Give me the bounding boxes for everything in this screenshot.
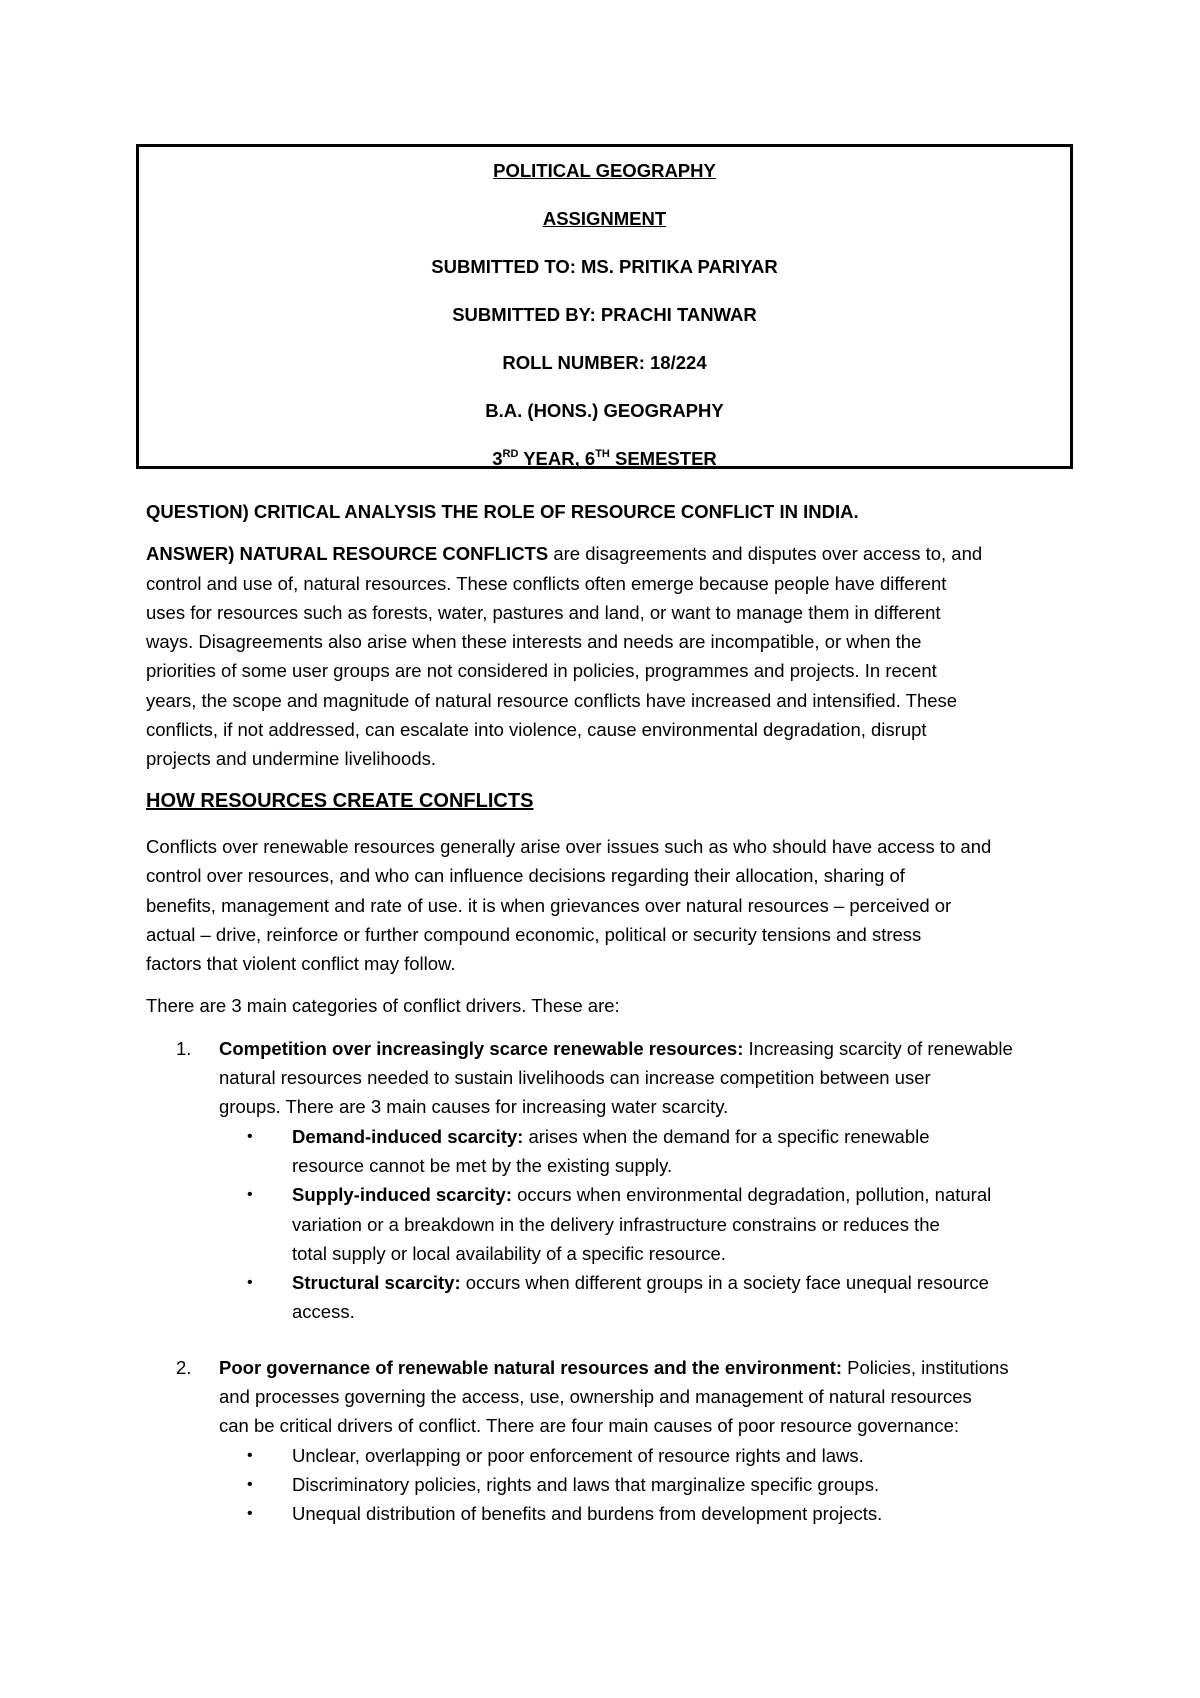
categories-intro: There are 3 main categories of conflict drivers. These are: (146, 995, 620, 1017)
list-item: 1. Competition over increasingly scarce renewable resources: Increasing scarcity of renewable natural resources needed to sustain livelihoods can increase competition between user groups. There are 3 main causes for increasing water scarcity. • Demand-induced scarcity: arises when the demand for a specific renewable resource cannot be met by the existing supply. • Supply-induced scarcity: occurs when environmental degradation, pollution, natural variation or a breakdown in the delivery infrastructure constrains or reduces the total supply or local availability of a specific resource. • Structural scarcity: occurs when different groups in a society face unequal resource access. (146, 1034, 1066, 1327)
sub-list (219, 1122, 1066, 1327)
sub-list (219, 1441, 1066, 1529)
sub-list-item: • Demand-induced scarcity: arises when the demand for a specific renewable resource cannot be met by the existing supply. (219, 1122, 1066, 1181)
body-content (146, 497, 1066, 1555)
question-heading: QUESTION) CRITICAL ANALYSIS THE ROLE OF RESOURCE CONFLICT IN INDIA. (146, 501, 859, 522)
bullet-icon: • (247, 1475, 253, 1493)
degree: B.A. (HONS.) GEOGRAPHY (485, 400, 724, 421)
course-title: POLITICAL GEOGRAPHY (493, 160, 716, 181)
bullet-icon: • (247, 1446, 253, 1464)
list-number: 1. (176, 1037, 192, 1059)
conflicts-paragraph: Conflicts over renewable resources generally arise over issues such as who should have access to and control over resources, and who can influence decisions regarding their allocation, sharing of benefits, management and rate of use. it is when grievances over natural resources – perceived or actual – drive, reinforce or further compound economic, political or security tensions and stress factors that violent conflict may follow. (146, 835, 992, 975)
bullet-icon: • (247, 1186, 253, 1204)
list-number: 2. (176, 1356, 192, 1378)
item-title: Competition over increasingly scarce renewable resources: (219, 1037, 744, 1059)
item-title: Poor governance of renewable natural resources and the environment: (219, 1356, 842, 1378)
sub-list-item: • Structural scarcity: occurs when different groups in a society face unequal resource access. (219, 1268, 1066, 1327)
title-box (136, 144, 1073, 469)
bullet-icon: • (247, 1274, 253, 1292)
assignment-label: ASSIGNMENT (542, 208, 667, 229)
sub-list-item: • Unclear, overlapping or poor enforcement of resource rights and laws. (219, 1441, 1066, 1470)
roll-number: ROLL NUMBER: 18/224 (502, 352, 707, 373)
conflict-drivers-list (146, 1034, 1066, 1529)
sub-list-item: • Supply-induced scarcity: occurs when environmental degradation, pollution, natural variation or a breakdown in the delivery infrastructure constrains or reduces the total supply or local availability of a specific resource. (219, 1180, 1066, 1268)
sub-list-item: • Discriminatory policies, rights and laws that marginalize specific groups. (219, 1470, 1066, 1499)
answer-lead: ANSWER) NATURAL RESOURCE CONFLICTS (146, 543, 549, 565)
section-heading: HOW RESOURCES CREATE CONFLICTS (146, 789, 534, 812)
submitted-to: SUBMITTED TO: MS. PRITIKA PARIYAR (431, 256, 778, 277)
sub-list-item: • Unequal distribution of benefits and burdens from development projects. (219, 1499, 1066, 1528)
bullet-icon: • (247, 1505, 253, 1523)
answer-paragraph: ANSWER) NATURAL RESOURCE CONFLICTS are disagreements and disputes over access to, and control and use of, natural resources. These conflicts often emerge because people have different uses for resources such as forests, water, pastures and land, or want to manage them in different ways. Disagreements also arise when these interests and needs are incompatible, or when the priorities of some user groups are not considered in policies, programmes and projects. In recent years, the scope and magnitude of natural resource conflicts have increased and intensified. These conflicts, if not addressed, can escalate into violence, cause environmental degradation, disrupt projects and undermine livelihoods. (146, 543, 983, 770)
submitted-by: SUBMITTED BY: PRACHI TANWAR (452, 304, 757, 325)
bullet-icon: • (247, 1127, 253, 1145)
year-semester: 3RD YEAR, 6TH SEMESTER (492, 448, 717, 469)
list-item: 2. Poor governance of renewable natural resources and the environment: Policies, institutions and processes governing the access, use, ownership and management of natural resources can be critical drivers of conflict. There are four main causes of poor resource governance: • Unclear, overlapping or poor enforcement of resource rights and laws. • Discriminatory policies, rights and laws that marginalize specific groups. • Unequal distribution of benefits and burdens from development projects. (146, 1353, 1066, 1529)
